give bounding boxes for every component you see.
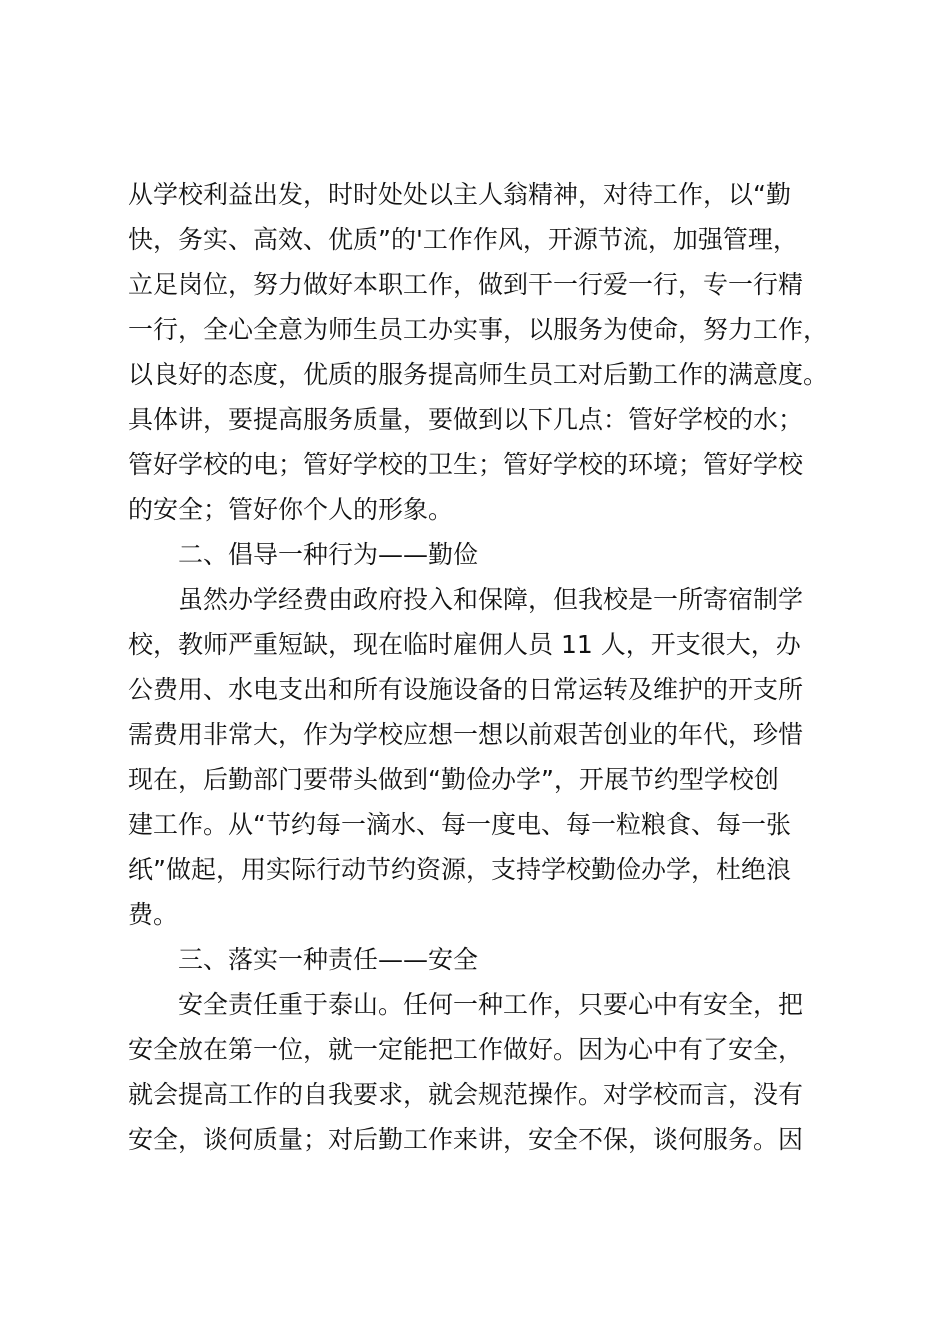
text-line: 从学校利益出发，时时处处以主人翁精神，对待工作，以“勤 [128, 180, 791, 209]
text-line: 的安全；管好你个人的形象。 [128, 495, 454, 524]
text-line: 纸”做起，用实际行动节约资源，支持学校勤俭办学，杜绝浪 [128, 855, 791, 884]
text-line: 校，教师严重短缺，现在临时雇佣人员 11 人，开支很大，办 [128, 630, 801, 659]
text-line: 建工作。从“节约每一滴水、每一度电、每一粒粮食、每一张 [128, 810, 791, 839]
text-line: 虽然办学经费由政府投入和保障，但我校是一所寄宿制学 [178, 585, 804, 614]
text-line: 快，务实、高效、优质”的'工作作风，开源节流，加强管理， [128, 225, 798, 254]
text-line: 立足岗位，努力做好本职工作，做到干一行爱一行，专一行精 [128, 270, 804, 299]
text-line: 现在，后勤部门要带头做到“勤俭办学”，开展节约型学校创 [128, 765, 779, 794]
text-line: 需费用非常大，作为学校应想一想以前艰苦创业的年代，珍惜 [128, 720, 804, 749]
section-heading: 二、倡导一种行为——勤俭 [178, 540, 479, 569]
text-line: 费。 [128, 900, 179, 929]
text-line: 安全，谈何质量；对后勤工作来讲，安全不保，谈何服务。因 [128, 1125, 804, 1154]
text-line: 就会提高工作的自我要求，就会规范操作。对学校而言，没有 [128, 1080, 804, 1109]
text-line: 具体讲，要提高服务质量，要做到以下几点：管好学校的水； [128, 405, 804, 434]
text-line: 管好学校的电；管好学校的卫生；管好学校的环境；管好学校 [128, 450, 804, 479]
section-heading: 三、落实一种责任——安全 [178, 945, 479, 974]
text-line: 以良好的态度，优质的服务提高师生员工对后勤工作的满意度。 [128, 360, 829, 389]
text-line: 安全放在第一位，就一定能把工作做好。因为心中有了安全， [128, 1035, 804, 1064]
text-line: 安全责任重于泰山。任何一种工作，只要心中有安全，把 [178, 990, 804, 1019]
text-line: 一行，全心全意为师生员工办实事，以服务为使命，努力工作， [128, 315, 829, 344]
text-line: 公费用、水电支出和所有设施设备的日常运转及维护的开支所 [128, 675, 804, 704]
document-body [128, 172, 838, 1162]
